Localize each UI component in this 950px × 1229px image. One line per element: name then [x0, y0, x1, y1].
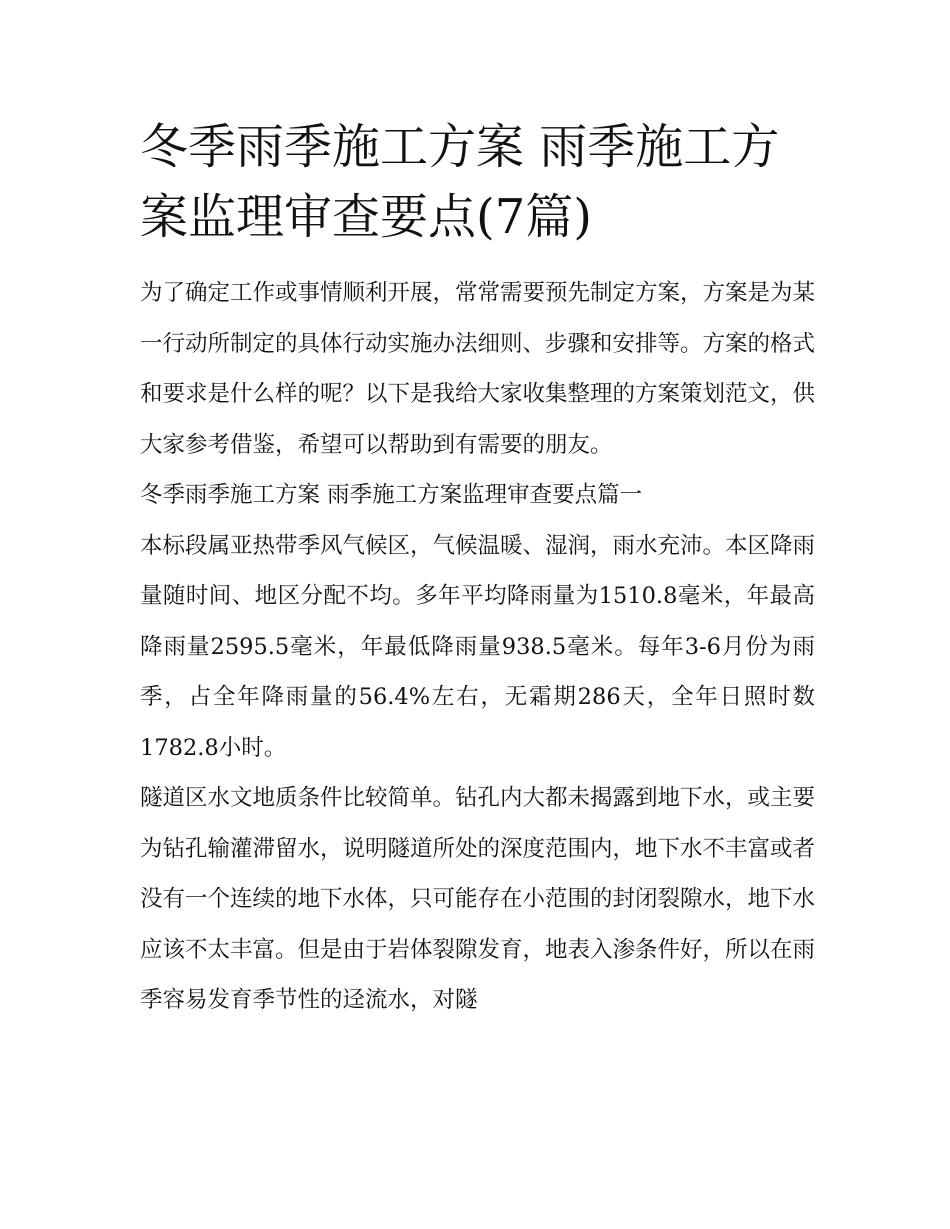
hydrogeology-paragraph: 隧道区水文地质条件比较简单。钻孔内大都未揭露到地下水，或主要为钻孔输灌滞留水，说明隧道所处的深度范围内，地下水不丰富或者没有一个连续的地下水体，只可能存在小范围的封闭裂隙水，地下水应该不太丰富。但是由于岩体裂隙发育，地表入渗条件好，所以在雨季容易发育季节性的迳流水，对隧	[140, 785, 816, 1013]
intro-paragraph: 为了确定工作或事情顺利开展，常常需要预先制定方案，方案是为某一行动所制定的具体行动实施办法细则、步骤和安排等。方案的格式和要求是什么样的呢？以下是我给大家收集整理的方案策划范文，供大家参考借鉴，希望可以帮助到有需要的朋友。	[140, 280, 816, 458]
document-page	[140, 112, 815, 1026]
document-title: 冬季雨季施工方案 雨季施工方案监理审查要点(7篇)	[140, 119, 780, 245]
climate-paragraph: 本标段属亚热带季风气候区，气候温暖、湿润，雨水充沛。本区降雨量随时间、地区分配不均。多年平均降雨量为1510.8毫米，年最高降雨量2595.5毫米，年最低降雨量938.5毫米。每年3-6月份为雨季，占全年降雨量的56.4%左右，无霜期286天，全年日照时数1782.8小时。	[140, 532, 816, 761]
section-heading: 冬季雨季施工方案 雨季施工方案监理审查要点篇一	[140, 482, 643, 508]
